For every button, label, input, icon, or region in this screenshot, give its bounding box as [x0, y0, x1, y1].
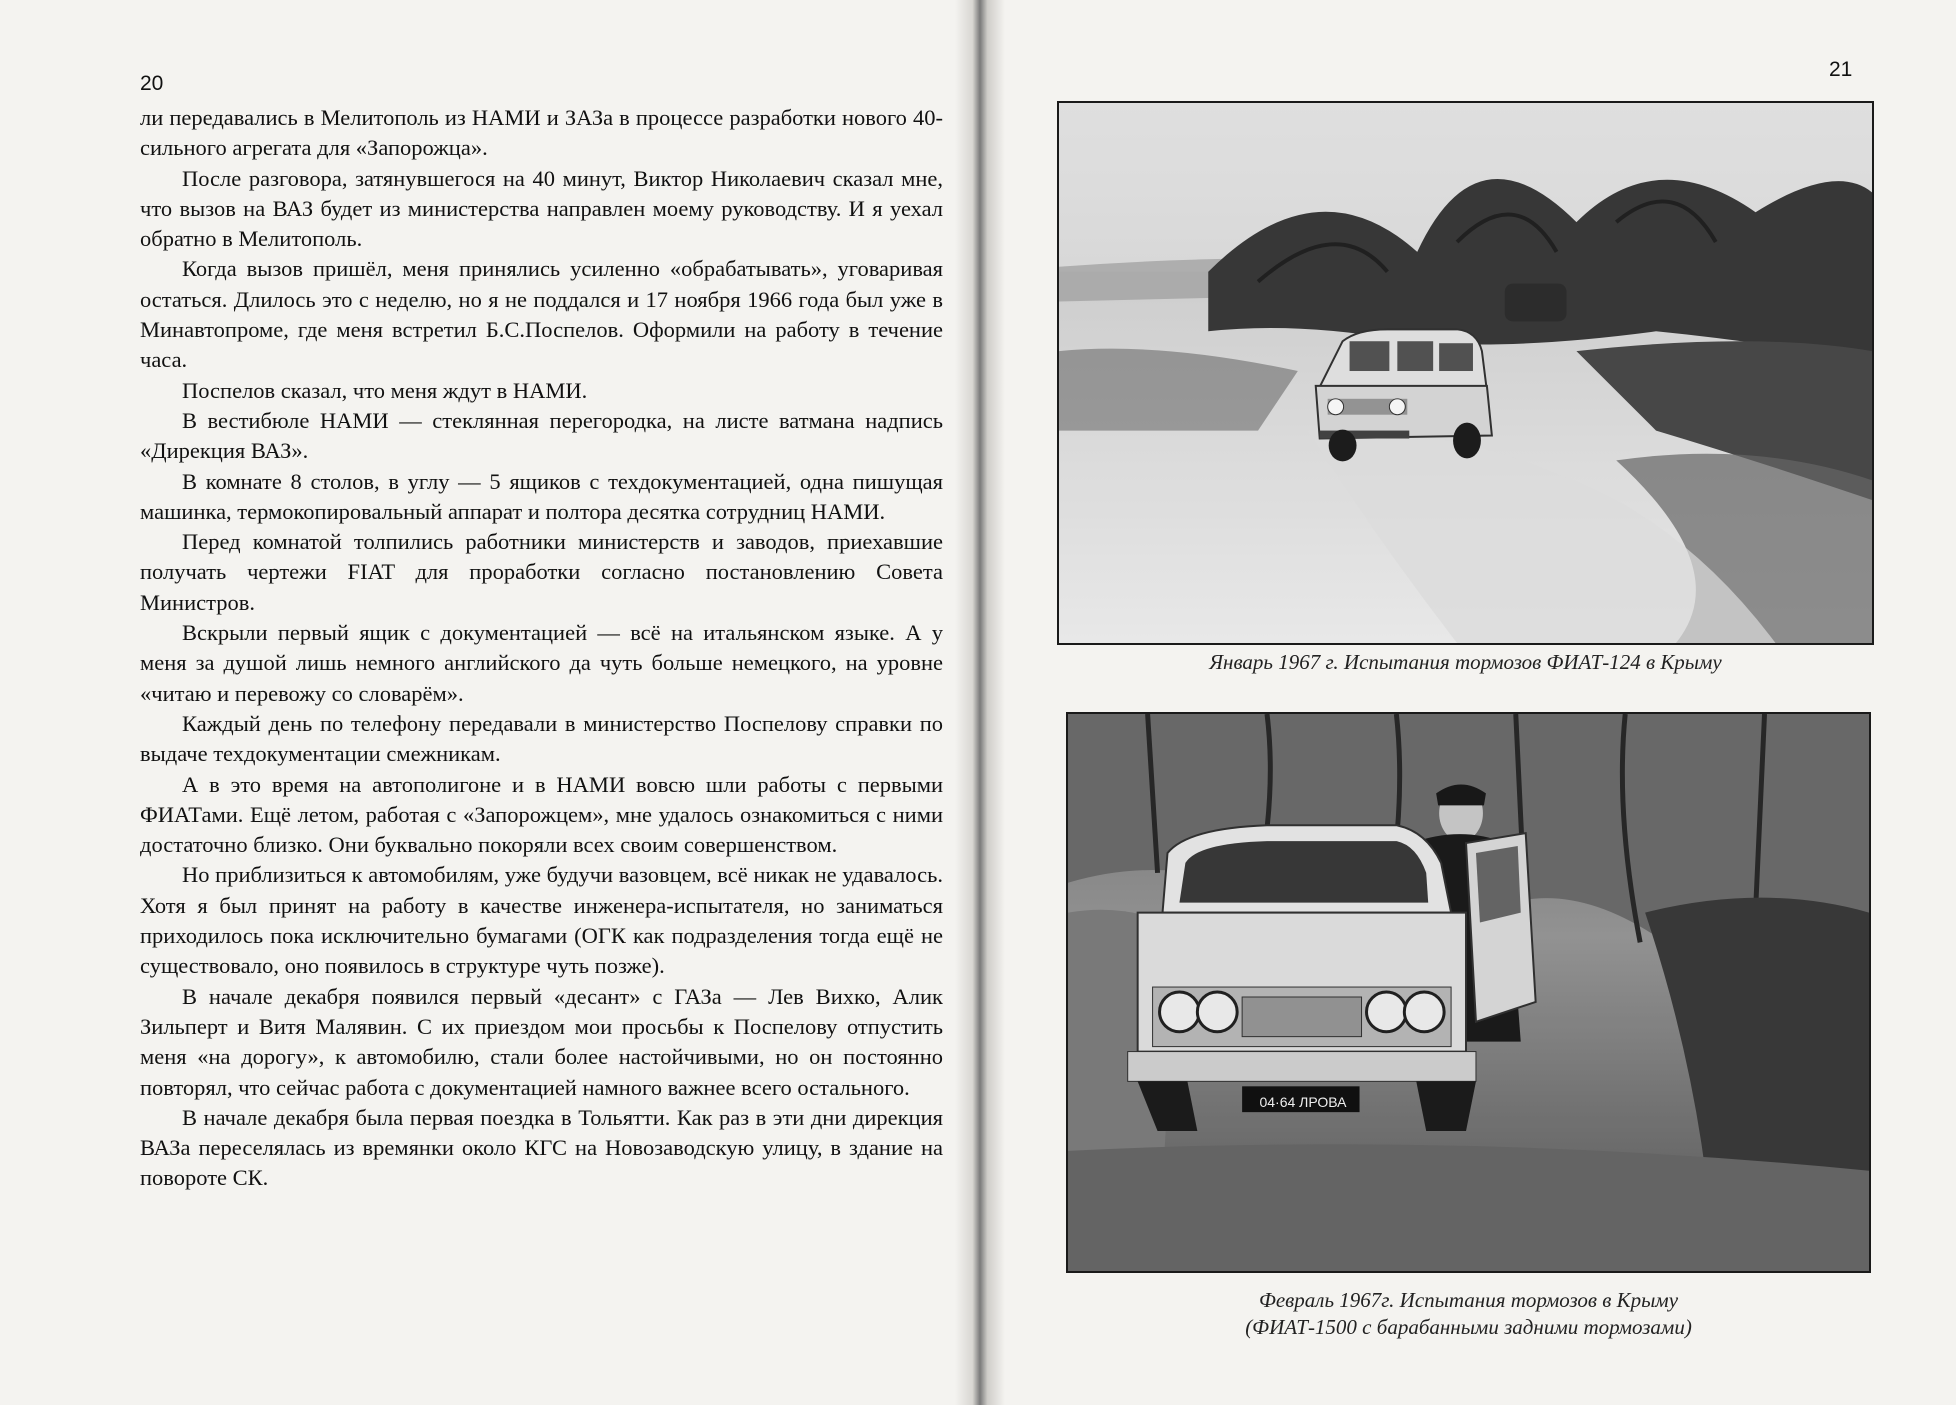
paragraph-6: В комнате 8 столов, в углу — 5 ящиков с техдокументацией, одна пишущая машинка, термокопировальный аппарат и полтора десятка сотрудниц НАМИ. — [140, 468, 943, 524]
right-page-number: 21 — [1829, 58, 1853, 81]
book-gutter — [955, 0, 1005, 1405]
paragraph-13: В начале декабря была первая поездка в Тольятти. Как раз в эти дни дирекция ВАЗа переселялась из времянки около КГС на Новозаводскую улицу, в здание на повороте СК. — [140, 1104, 943, 1191]
paragraph-11: Но приблизиться к автомобилям, уже будучи вазовцем, всё никак не удавалось. Хотя я был принят на работу в качестве инженера-испытателя, но заниматься приходилось пока исключительно бумагами (ОГК как подразделения тогда ещё не существовало, оно появилось в структуре чуть позже). — [140, 862, 943, 979]
paragraph-3: Когда вызов пришёл, меня принялись усиленно «обрабатывать», уговаривая остаться. Длилось это с неделю, но я не поддался и 17 ноября 1966 года был уже в Минавтопроме, где меня встретил Б.С.Поспелов. Оформили на работу в течение часа. — [140, 256, 943, 373]
paragraph-5: В вестибюле НАМИ — стеклянная перегородка, на листе ватмана надпись «Дирекция ВАЗ». — [140, 407, 943, 464]
left-page-text — [140, 103, 943, 1194]
photo-fiat-1500 — [1066, 712, 1871, 1273]
photo2-caption-line1: Февраль 1967г. Испытания тормозов в Крыму — [1258, 1288, 1679, 1312]
photo-winter-image — [1059, 103, 1872, 643]
paragraph-8: Вскрыли первый ящик с документацией — всё на итальянском языке. А у меня за душой лишь немного английского да чуть больше немецкого, на уровне «читаю и перевожу со словарём». — [140, 620, 943, 706]
paragraph-1: ли передавались в Мелитополь из НАМИ и ЗАЗа в процессе разработки нового 40-сильного агрегата для «Запорожца». — [140, 105, 943, 161]
photo2-caption-line2: (ФИАТ-1500 с барабанными задними тормозами) — [1245, 1315, 1692, 1339]
paragraph-9: Каждый день по телефону передавали в министерство Поспелову справки по выдаче техдокументации смежникам. — [140, 710, 943, 767]
paragraph-10: А в это время на автополигоне и в НАМИ вовсю шли работы с первыми ФИАТами. Ещё летом, работая с «Запорожцем», мне удалось ознакомиться с ними достаточно близко. Они буквально покоряли всех своим совершенством. — [140, 771, 943, 858]
paragraph-7: Перед комнатой толпились работники министерств и заводов, приехавшие получать чертежи FIAT для проработки согласно постановлению Совета Министров. — [140, 529, 943, 615]
paragraph-4: Поспелов сказал, что меня ждут в НАМИ. — [182, 377, 588, 403]
paragraph-2: После разговора, затянувшегося на 40 минут, Виктор Николаевич сказал мне, что вызов на ВАЗ будет из министерства направлен моему руководству. И я уехал обратно в Мелитополь. — [140, 165, 943, 252]
license-plate-text: 04·64 ЛРОВА — [1259, 1094, 1347, 1110]
photo-fiat-1500-image — [1068, 714, 1869, 1271]
left-page-number: 20 — [140, 72, 164, 95]
photo1-caption: Январь 1967 г. Испытания тормозов ФИАТ-124 в Крыму — [1209, 650, 1722, 674]
paragraph-12: В начале декабря появился первый «десант» с ГАЗа — Лев Вихко, Алик Зильперт и Витя Малявин. С их приездом мои просьбы к Поспелову отпустить меня «на дорогу», к автомобилю, стали более настойчивыми, но он постоянно повторял, что сейчас работа с документацией намного важнее всего остального. — [140, 983, 943, 1100]
photo-winter-brake-test — [1057, 101, 1874, 645]
photo2-caption — [1066, 1287, 1871, 1341]
